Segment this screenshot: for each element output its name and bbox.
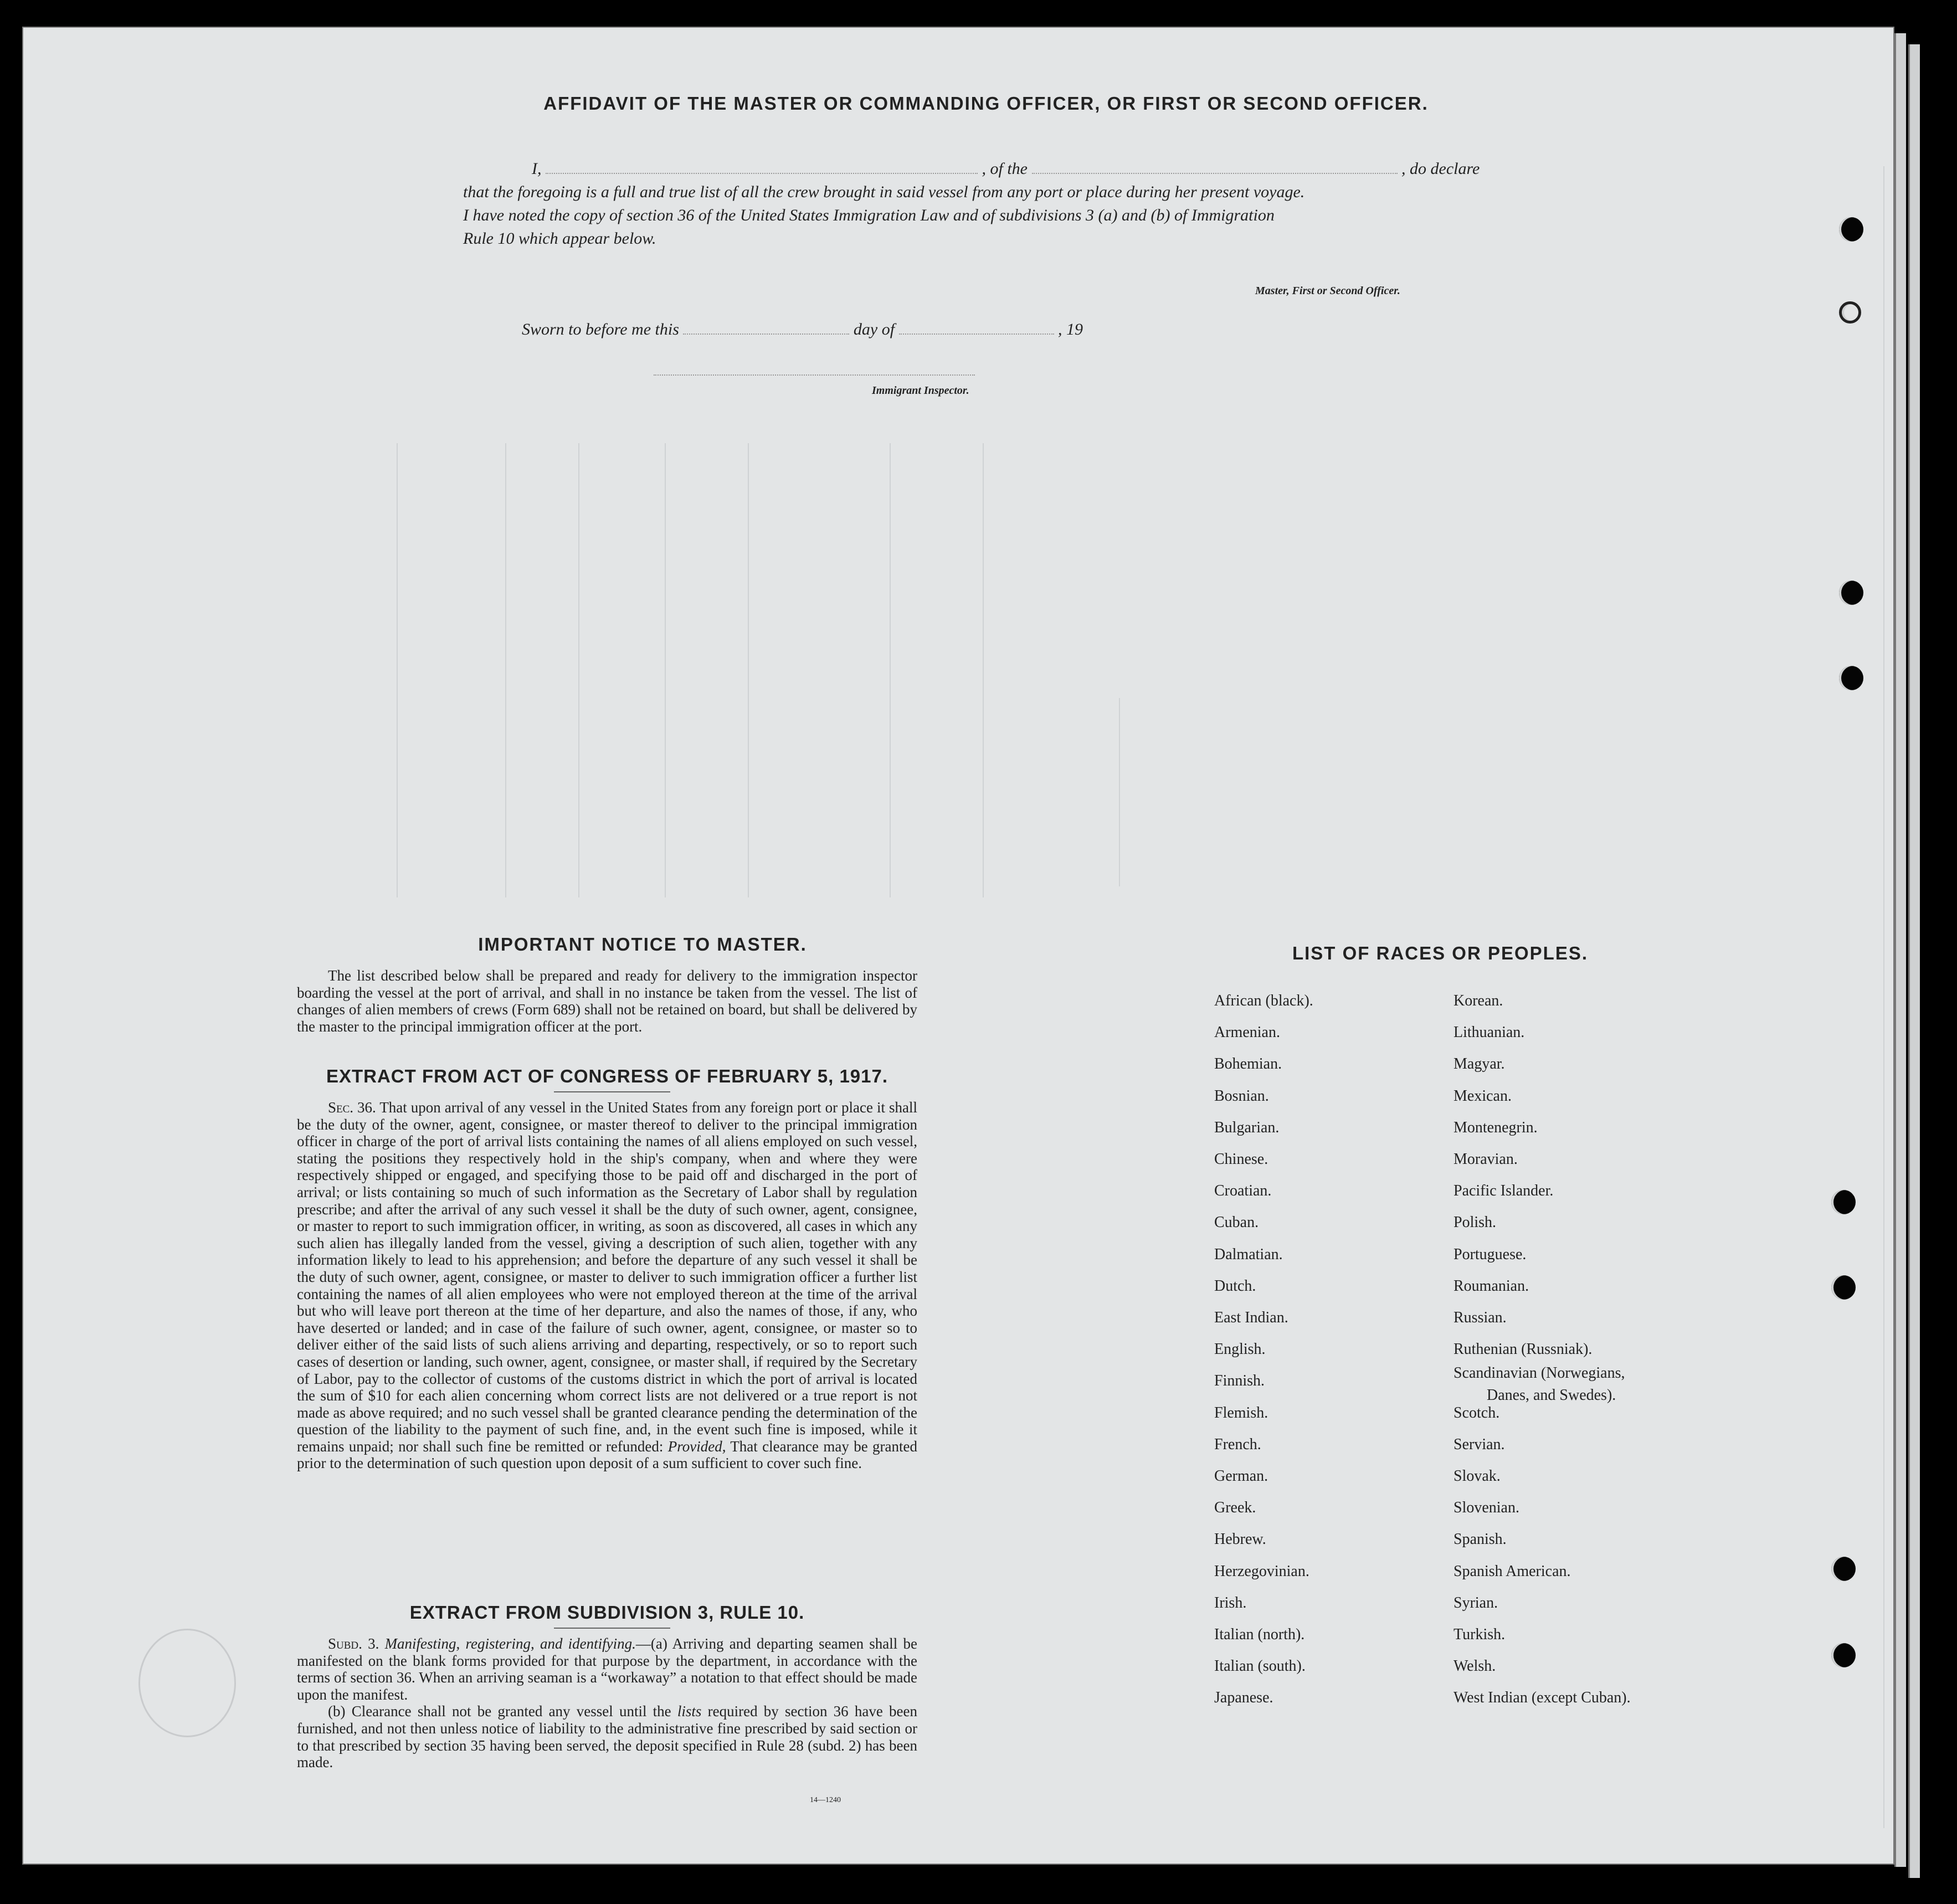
binding-hole	[1831, 1190, 1856, 1214]
race-item: Pacific Islander.	[1453, 1182, 1554, 1200]
table-rule	[1119, 698, 1120, 886]
race-item: Italian (north).	[1214, 1626, 1305, 1643]
divider	[554, 1628, 670, 1629]
subd-b-start: (b) Clearance shall not be granted any vessel until the	[328, 1703, 671, 1720]
race-item: Lithuanian.	[1453, 1024, 1525, 1041]
race-item: Dalmatian.	[1214, 1245, 1283, 1263]
race-item: Dutch.	[1214, 1277, 1256, 1295]
subd-a-text: —(a) Arriving and departing seamen shall be manifested on the blank forms provided for that purpose by the department, in accordance with the terms of section 36. When an arriving seaman is a “workaway” a notation to that effect should be made upon the manifest.	[297, 1635, 917, 1703]
table-rule	[397, 443, 398, 897]
affidavit-line-1	[532, 160, 1480, 178]
vessel-blank[interactable]	[1032, 173, 1398, 174]
race-item: Slovenian.	[1453, 1499, 1519, 1517]
affidavit-title: AFFIDAVIT OF THE MASTER OR COMMANDING OFFICER, OR FIRST OR SECOND OFFICER.	[543, 93, 1429, 114]
binding-hole	[1839, 301, 1861, 324]
race-item: Spanish.	[1453, 1531, 1507, 1548]
race-item: East Indian.	[1214, 1309, 1288, 1326]
race-item: Montenegrin.	[1453, 1118, 1538, 1136]
race-item: Irish.	[1214, 1594, 1247, 1612]
race-item: German.	[1214, 1467, 1268, 1485]
race-item: West Indian (except Cuban).	[1453, 1689, 1631, 1707]
extract-rule-body	[297, 1635, 917, 1771]
binding-hole	[1839, 666, 1863, 690]
affidavit-declare: , do declare	[1401, 160, 1480, 178]
affidavit-line-4: Rule 10 which appear below.	[463, 229, 656, 248]
notice-body	[297, 967, 917, 1035]
race-item: Herzegovinian.	[1214, 1562, 1309, 1580]
race-item: Italian (south).	[1214, 1657, 1306, 1675]
race-item: Croatian.	[1214, 1182, 1272, 1200]
race-item: Mexican.	[1453, 1087, 1512, 1105]
table-rule	[1883, 166, 1884, 1828]
extract-rule-heading: EXTRACT FROM SUBDIVISION 3, RULE 10.	[409, 1602, 805, 1623]
race-item: Magyar.	[1453, 1055, 1505, 1073]
subd-title: Manifesting, registering, and identifying.	[384, 1635, 636, 1652]
race-item: Syrian.	[1453, 1594, 1498, 1612]
race-item: Slovak.	[1453, 1467, 1501, 1485]
affidavit-of-the: , of the	[982, 160, 1028, 178]
faint-stamp	[138, 1629, 236, 1737]
race-item: Russian.	[1453, 1309, 1507, 1326]
inspector-signature-line[interactable]	[654, 374, 975, 376]
race-item: Hebrew.	[1214, 1531, 1266, 1548]
race-item: Turkish.	[1453, 1626, 1506, 1643]
race-item: Chinese.	[1214, 1151, 1268, 1168]
race-item: Bohemian.	[1214, 1055, 1282, 1073]
race-item: Scandinavian (Norwegians,	[1453, 1364, 1625, 1382]
binding-hole	[1831, 1643, 1856, 1667]
provided-word: Provided,	[667, 1438, 726, 1455]
table-rule	[983, 443, 984, 897]
binding-hole	[1839, 217, 1863, 242]
table-rule	[578, 443, 579, 897]
binding-hole	[1831, 1557, 1856, 1581]
race-item: Greek.	[1214, 1499, 1256, 1517]
table-rule	[665, 443, 666, 897]
inspector-label: Immigrant Inspector.	[872, 384, 969, 397]
extract-act-body	[297, 1099, 917, 1472]
page-edge	[1894, 33, 1906, 1867]
race-item: Armenian.	[1214, 1024, 1280, 1041]
affidavit-line-3: I have noted the copy of section 36 of the United States Immigration Law and of subdivisions 3 (a) and (b) of Immigration	[463, 206, 1275, 224]
notice-text: The list described below shall be prepared and ready for delivery to the immigration inspector boarding the vessel at the port of arrival, and shall in no instance be taken from the vessel. The list of changes of alien members of crews (Form 689) shall not be retained on board, but shall be delivered by the master to the principal immigration officer at the port.	[297, 967, 917, 1035]
subd-b-end: required by section 36 have been furnished, and not then unless notice of liability to the administrative fine prescribed by said section or to that prescribed by section 35 having been served, the deposit specified in Rule 28 (subd. 2) has been made.	[297, 1703, 918, 1771]
sworn-text: Sworn to before me this	[522, 320, 679, 338]
page-edge	[1908, 44, 1920, 1878]
table-rule	[890, 443, 891, 897]
master-signature-label: Master, First or Second Officer.	[1255, 285, 1400, 297]
race-item: Finnish.	[1214, 1372, 1265, 1390]
section-36-end: That clearance may be granted prior to the determination of such question upon deposit of a sum sufficient to cover such fine.	[297, 1438, 917, 1472]
section-label: Sec. 36.	[328, 1099, 376, 1116]
binding-hole	[1839, 581, 1863, 605]
race-item: Welsh.	[1453, 1657, 1496, 1675]
race-item: French.	[1214, 1435, 1261, 1453]
section-36-text: That upon arrival of any vessel in the United States from any foreign port or place it shall be the duty of the owner, agent, consignee, or master thereof to deliver to the principal immigration officer in charge of the port of arrival lists containing the names of all aliens employed on such vessel, stating the positions they respectively hold in the ship's company, when and where they were respectively shipped or engaged, and specifying those to be paid off and discharged in the port of arrival; or lists containing so much of such information as the Secretary of Labor shall by regulation prescribe; and after the arrival of any such vessel it shall be the duty of such owner, agent, consignee, or master to report to such immigration officer, in writing, as soon as discovered, all cases in which any such alien has illegally landed from the vessel, giving a description of such alien, together with any information likely to lead to his apprehension; and before the departure of any such vessel it shall be the duty of such owner, agent, consignee, or master to deliver to such immigration officer a further list containing the names of all alien employees who were not employed thereon at the time of the arrival but who will leave port thereon at the time of her departure, and also the names of those, if any, who have deserted or landed; and in case of the failure of such owner, agent, consignee, or master so to deliver either of the said lists of such aliens arriving and departing, respectively, or so to report such cases of desertion or landing, such owner, agent, consignee, or master shall, if required by the Secretary of Labor, pay to the collector of customs of the customs district in which the port of arrival is located the sum of $10 for each alien concerning whom correct lists are not delivered or a true report is not made as above required; and no such vessel shall be granted clearance pending the determination of the question of the liability to the payment of such fine, and, in the event such fine is imposed, while it remains unpaid; nor shall such fine be remitted or refunded:	[297, 1099, 917, 1455]
notice-heading: IMPORTANT NOTICE TO MASTER.	[478, 934, 807, 954]
divider	[554, 1091, 670, 1092]
affidavit-i: I,	[532, 160, 542, 178]
binding-hole	[1831, 1275, 1856, 1300]
race-item: Cuban.	[1214, 1214, 1259, 1231]
race-item: Ruthenian (Russniak).	[1453, 1341, 1593, 1358]
race-item: Polish.	[1453, 1214, 1497, 1231]
sworn-line	[522, 320, 1083, 339]
race-item: Roumanian.	[1453, 1277, 1529, 1295]
race-item: African (black).	[1214, 992, 1313, 1009]
race-item: Japanese.	[1214, 1689, 1273, 1707]
affidavit-line-2: that the foregoing is a full and true list of all the crew brought in said vessel from any port or place during her present voyage.	[463, 183, 1305, 201]
race-item: Moravian.	[1453, 1151, 1518, 1168]
race-item: Bulgarian.	[1214, 1118, 1280, 1136]
race-item: English.	[1214, 1341, 1266, 1358]
race-item: Flemish.	[1214, 1404, 1268, 1421]
race-item: Korean.	[1453, 992, 1503, 1009]
race-item: Spanish American.	[1453, 1562, 1571, 1580]
race-item: Bosnian.	[1214, 1087, 1269, 1105]
table-rule	[748, 443, 749, 897]
table-rule	[505, 443, 506, 897]
race-item-continuation: Danes, and Swedes).	[1487, 1387, 1616, 1404]
month-blank[interactable]	[899, 333, 1054, 335]
extract-act-heading: EXTRACT FROM ACT OF CONGRESS OF FEBRUARY 5, 1917.	[326, 1066, 888, 1086]
day-of-text: day of	[853, 320, 895, 338]
subd-label: Subd. 3.	[328, 1635, 379, 1652]
race-item: Portuguese.	[1453, 1245, 1527, 1263]
year-text: , 19	[1058, 320, 1083, 338]
form-number: 14—1240	[810, 1796, 841, 1804]
race-item: Servian.	[1453, 1435, 1505, 1453]
subd-b-lists: lists	[677, 1703, 702, 1720]
name-blank[interactable]	[546, 173, 978, 174]
race-item: Scotch.	[1453, 1404, 1500, 1421]
races-heading: LIST OF RACES OR PEOPLES.	[1292, 943, 1589, 963]
day-blank[interactable]	[683, 333, 849, 335]
